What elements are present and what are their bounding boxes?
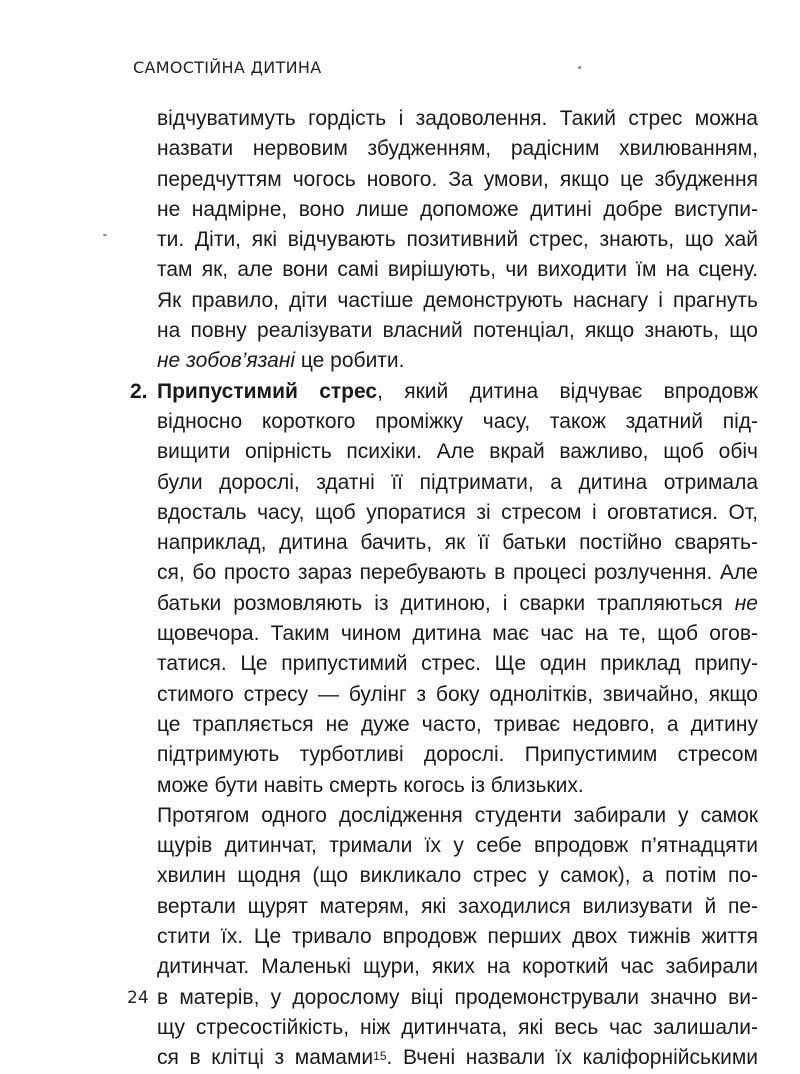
- text-line: Як правило, діти частіше демонструють наснагу і прагнуть: [157, 288, 758, 312]
- list-item-body: [157, 377, 758, 801]
- list-item-2: [130, 377, 758, 801]
- text-line: наприклад, дитина бачить, як її батьки постійно сварять-: [157, 531, 758, 555]
- text-line: татися. Це припустимий стрес. Ще один приклад припу-: [157, 652, 758, 676]
- text-line: вдосталь часу, щоб упоратися зі стресом і оговтатися. От,: [157, 500, 758, 524]
- text-run: батьки розмовляють із дитиною, і сварки трапляються: [157, 591, 735, 615]
- text-line: там як, але вони самі вирішують, чи виходити їм на сцену.: [157, 258, 758, 282]
- text-line: щу стресостійкість, ніж дитинчата, які весь час залишали-: [157, 1015, 758, 1039]
- text-line: [157, 377, 758, 407]
- study-paragraph: [130, 801, 758, 1074]
- page-number: 24: [127, 988, 149, 1008]
- text-run: , який дитина відчуває впродовж: [377, 379, 758, 403]
- text-line: це трапляється не дуже часто, триває недовго, а дитину: [157, 712, 758, 736]
- text-line: стимого стресу — булінг з боку однолітків, звичайно, якщо: [157, 682, 758, 706]
- term-bold: Припустимий стрес: [157, 379, 378, 403]
- text-line: відчуватимуть гордість і задоволення. Такий стрес можна: [157, 107, 758, 130]
- text-line: підтримують турботливі дорослі. Припустимим стресом: [157, 743, 758, 767]
- italic-word: не: [734, 591, 758, 615]
- text-line: не надмірне, воно лише допоможе дитині добре виступи-: [157, 197, 758, 221]
- text-run: ся в клітці з мамами: [157, 1046, 374, 1070]
- text-line: ся, бо просто зараз перебувають в процесі розлучення. Але: [157, 561, 758, 585]
- text-line: на повну реалізувати власний потенціал, якщо знають, що: [157, 319, 758, 343]
- scan-speck: [103, 234, 107, 236]
- continued-paragraph: [130, 104, 758, 377]
- text-line: [157, 589, 758, 619]
- text-line: дитинчат. Маленькі щури, яких на короткий час забирали: [157, 955, 758, 979]
- text-line: [157, 1043, 758, 1073]
- text-line: назвати нервовим збудженням, радісним хвилюванням,: [157, 137, 758, 161]
- text-line: відносно короткого проміжку часу, також здатний під-: [157, 409, 758, 433]
- list-number: 2.: [130, 379, 148, 403]
- text-line: в матерів, у дорослому віці продемонстрували значно ви-: [157, 985, 758, 1009]
- text-line: хвилин щодня (що викликало стрес у самок), а потім по-: [157, 864, 758, 888]
- text-line: Протягом одного дослідження студенти забирали у самок: [157, 803, 758, 827]
- running-title: САМОСТІЙНА ДИТИНА: [133, 58, 322, 77]
- footnote-ref[interactable]: 15: [373, 1049, 387, 1064]
- text-line: ти. Діти, які відчувають позитивний стрес, знають, що хай: [157, 228, 758, 252]
- text-line: були дорослі, здатні її підтримати, а дитина отримала: [157, 470, 758, 494]
- scan-speck: [578, 66, 581, 69]
- text-line: щовечора. Таким чином дитина має час на те, щоб огов-: [157, 622, 758, 646]
- text-line: щурів дитинчат, тримали їх у себе впродовж п’ятнадцяти: [157, 834, 758, 858]
- text-line: вертали щурят матерям, які заходилися вилизувати й пе-: [157, 894, 758, 918]
- text-line: вищити опірність психіки. Але вкрай важливо, щоб обіч: [157, 440, 758, 464]
- text-line: передчуттям чогось нового. За умови, якщо це збудження: [157, 167, 758, 191]
- body-text: [130, 104, 758, 1074]
- text-line: [157, 346, 758, 376]
- text-line: може бути навіть смерть когось із близьких.: [157, 773, 584, 797]
- text-run: . Вчені назвали їх каліфорнійськими: [386, 1046, 758, 1070]
- italic-phrase: не зобов’язані: [157, 349, 296, 373]
- text-line: стити їх. Це тривало впродовж перших двох тижнів життя: [157, 925, 758, 949]
- text-run: це робити.: [295, 349, 405, 373]
